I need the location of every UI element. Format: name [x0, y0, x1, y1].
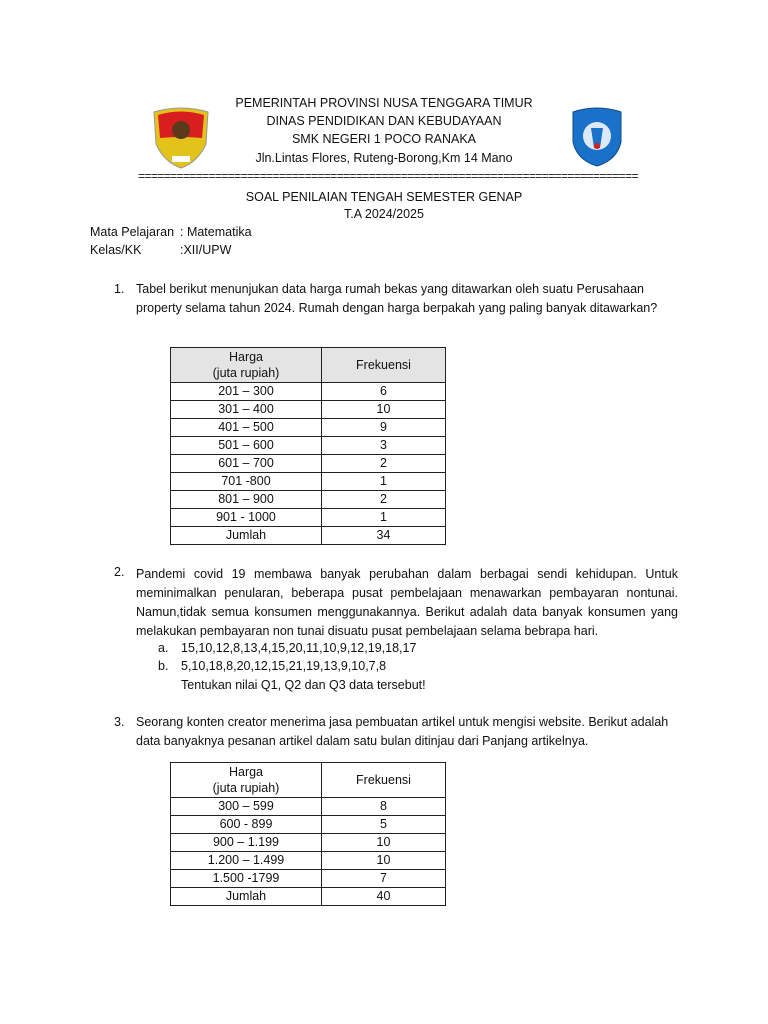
question-number: 2.: [114, 565, 125, 579]
header-price: Harga (juta rupiah): [171, 348, 322, 383]
question-1-text: Tabel berikut menunjukan data harga rumah bekas yang ditawarkan oleh suatu Perusahaan: [136, 282, 644, 296]
price-range-cell: 301 – 400: [171, 401, 322, 419]
price-range-cell: 1.200 – 1.499: [171, 852, 322, 870]
table-row: [171, 852, 446, 870]
table-row: [171, 401, 446, 419]
frequency-cell: 8: [322, 798, 446, 816]
price-range-cell: 801 – 900: [171, 491, 322, 509]
subject-label: Mata Pelajaran: [90, 225, 175, 239]
table-row: [171, 834, 446, 852]
header-frequency: Frekuensi: [322, 763, 446, 798]
price-range-cell: Jumlah: [171, 527, 322, 545]
frequency-cell: 2: [322, 455, 446, 473]
header-separator: ==============================================================================: [138, 169, 638, 183]
table-row: [171, 437, 446, 455]
class-value: :XII/UPW: [180, 243, 232, 257]
table-row: [171, 455, 446, 473]
price-range-cell: 901 - 1000: [171, 509, 322, 527]
question-2-instruction: Tentukan nilai Q1, Q2 dan Q3 data tersebut!: [181, 678, 426, 692]
header-line: PEMERINTAH PROVINSI NUSA TENGGARA TIMUR: [235, 96, 533, 110]
price-range-cell: Jumlah: [171, 888, 322, 906]
header-line: SMK NEGERI 1 POCO RANAKA: [291, 132, 477, 146]
question-number: 1.: [114, 282, 125, 296]
data-set-b: 5,10,18,8,20,12,15,21,19,13,9,10,7,8: [181, 659, 387, 673]
table-row: [171, 383, 446, 401]
frequency-cell: 1: [322, 473, 446, 491]
price-range-cell: 1.500 -1799: [171, 870, 322, 888]
price-range-cell: 401 – 500: [171, 419, 322, 437]
frequency-cell: 7: [322, 870, 446, 888]
frequency-cell: 3: [322, 437, 446, 455]
academic-year: T.A 2024/2025: [344, 207, 424, 221]
table-row: [171, 888, 446, 906]
header-frequency: Frekuensi: [322, 348, 446, 383]
table-row: [171, 527, 446, 545]
table-row: [171, 491, 446, 509]
price-range-cell: 300 – 599: [171, 798, 322, 816]
frequency-cell: 40: [322, 888, 446, 906]
table-row: [171, 870, 446, 888]
price-range-cell: 601 – 700: [171, 455, 322, 473]
header-line: DINAS PENDIDIKAN DAN KEBUDAYAAN: [266, 114, 502, 128]
frequency-cell: 1: [322, 509, 446, 527]
table-row: [171, 419, 446, 437]
price-range-cell: 701 -800: [171, 473, 322, 491]
price-range-cell: 900 – 1.199: [171, 834, 322, 852]
item-label: b.: [158, 659, 169, 673]
table-row: [171, 509, 446, 527]
table-row: [171, 816, 446, 834]
table-row: [171, 798, 446, 816]
table-row: [171, 473, 446, 491]
class-label: Kelas/KK: [90, 243, 142, 257]
question-1-text: property selama tahun 2024. Rumah dengan harga berpakah yang paling banyak ditawarkan?: [136, 301, 658, 315]
frequency-cell: 10: [322, 834, 446, 852]
exam-title: SOAL PENILAIAN TENGAH SEMESTER GENAP: [245, 190, 523, 204]
frequency-cell: 10: [322, 401, 446, 419]
item-label: a.: [158, 641, 169, 655]
frequency-cell: 10: [322, 852, 446, 870]
question-3-text: data banyaknya pesanan artikel dalam satu bulan ditinjau dari Panjang artikelnya.: [136, 734, 589, 748]
frequency-cell: 6: [322, 383, 446, 401]
price-frequency-table-2: [170, 762, 446, 906]
frequency-cell: 2: [322, 491, 446, 509]
price-range-cell: 600 - 899: [171, 816, 322, 834]
question-3-text: Seorang konten creator menerima jasa pembuatan artikel untuk mengisi website. Berikut adalah: [136, 715, 669, 729]
frequency-cell: 5: [322, 816, 446, 834]
price-frequency-table-1: [170, 347, 446, 545]
header-line: Jln.Lintas Flores, Ruteng-Borong,Km 14 Mano: [255, 151, 513, 165]
question-2-text: Pandemi covid 19 membawa banyak perubahan dalam berbagai sendi kehidupan. Untuk meminimalkan penularan, beberapa pusat pembelajaan menawarkan pembayaran nontunai. Namun,tidak semua konsumen menggunakannya. Berikut adalah data banyak konsumen yang melakukan pembayaran non tunai disuatu pusat pembelajaan selama bebrapa hari.: [136, 567, 678, 638]
subject-value: : Matematika: [180, 225, 252, 239]
header-price: Harga (juta rupiah): [171, 763, 322, 798]
question-number: 3.: [114, 715, 125, 729]
frequency-cell: 9: [322, 419, 446, 437]
frequency-cell: 34: [322, 527, 446, 545]
price-range-cell: 501 – 600: [171, 437, 322, 455]
price-range-cell: 201 – 300: [171, 383, 322, 401]
data-set-a: 15,10,12,8,13,4,15,20,11,10,9,12,19,18,17: [181, 641, 417, 655]
